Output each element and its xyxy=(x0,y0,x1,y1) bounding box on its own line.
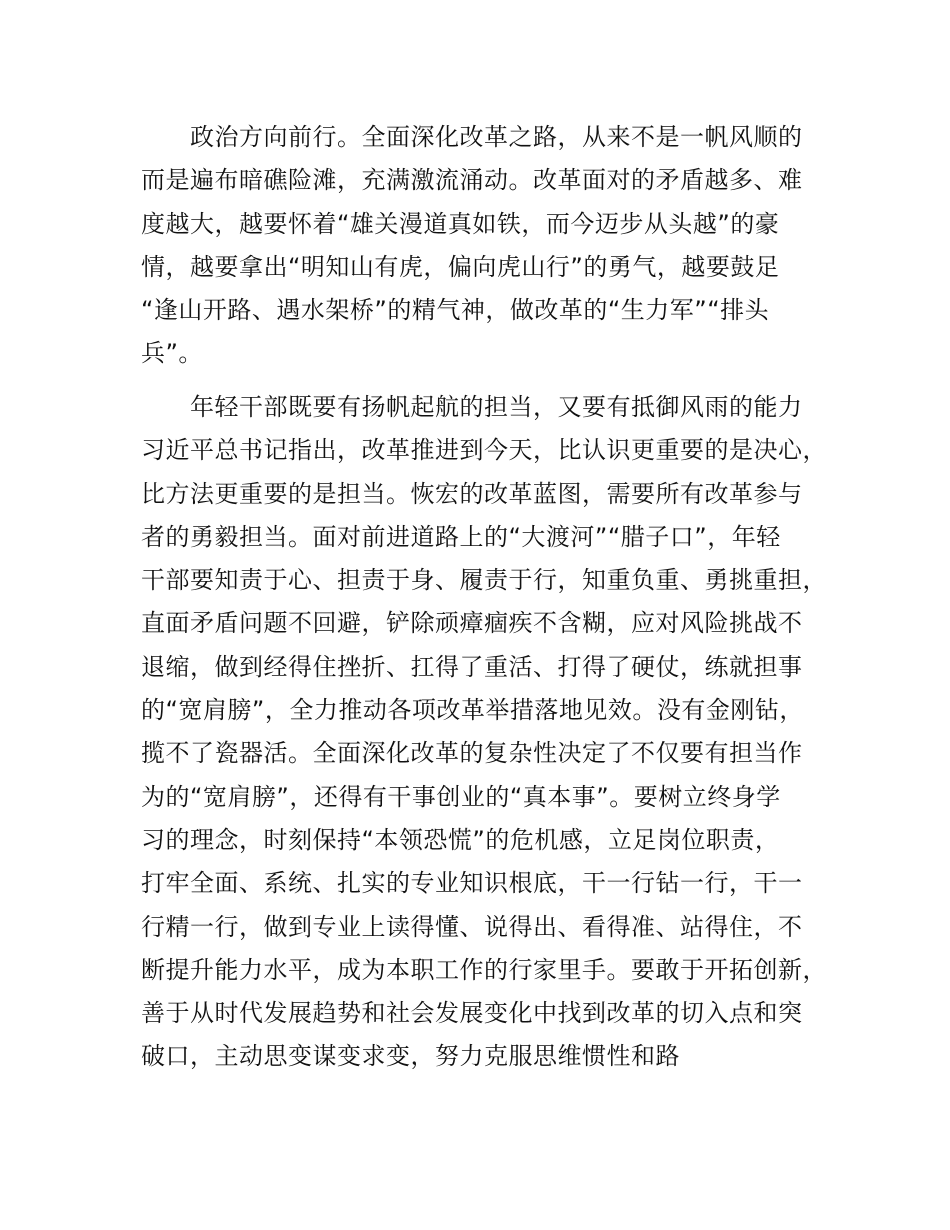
paragraph-line: 政治方向前行。全面深化改革之路，从来不是一帆风顺的 xyxy=(190,123,803,151)
paragraph-line: 比方法更重要的是担当。恢宏的改革蓝图，需要所有改革参与 xyxy=(141,479,803,508)
paragraph-line: 兵”。 xyxy=(141,339,203,368)
paragraph-1 xyxy=(141,116,841,376)
paragraph-line: 干部要知责于心、担责于身、履责于行，知重负重、勇挑重担， xyxy=(141,566,827,595)
paragraph-line: 打牢全面、系统、扎实的专业知识根底，干一行钻一行，干一 xyxy=(141,869,803,898)
paragraph-line: 年轻干部既要有扬帆起航的担当，又要有抵御风雨的能力 xyxy=(190,393,803,421)
paragraph-line: 直面矛盾问题不回避，铲除顽瘴痼疾不含糊，应对风险挑战不 xyxy=(141,609,803,638)
paragraph-line: 破口，主动思变谋变求变，努力克服思维惯性和路 xyxy=(141,1042,680,1071)
paragraph-line: 行精一行，做到专业上读得懂、说得出、看得准、站得住，不 xyxy=(141,912,803,941)
paragraph-line: 的“宽肩膀”，全力推动各项改革举措落地见效。没有金刚钻， xyxy=(141,696,804,725)
paragraph-line: 习近平总书记指出，改革推进到今天，比认识更重要的是决心， xyxy=(141,436,827,465)
paragraph-line: 习的理念，时刻保持“本领恐慌”的危机感，立足岗位职责， xyxy=(141,825,780,854)
paragraph-line: 为的“宽肩膀”，还得有干事创业的“真本事”。要树立终身学 xyxy=(141,782,781,811)
paragraph-line: 揽不了瓷器活。全面深化改革的复杂性决定了不仅要有担当作 xyxy=(141,739,803,768)
paragraph-line: “逢山开路、遇水架桥”的精气神，做改革的“生力军”“排头 xyxy=(141,296,770,325)
paragraph-line: 情，越要拿出“明知山有虎，偏向虎山行”的勇气，越要鼓足 xyxy=(141,252,780,281)
paragraph-line: 而是遍布暗礁险滩，充满激流涌动。改革面对的矛盾越多、难 xyxy=(141,166,803,195)
paragraph-line: 退缩，做到经得住挫折、扛得了重活、打得了硬仗，练就担事 xyxy=(141,652,803,681)
paragraph-line: 者的勇毅担当。面对前进道路上的“大渡河”“腊子口”，年轻 xyxy=(141,522,781,551)
paragraph-line: 善于从时代发展趋势和社会发展变化中找到改革的切入点和突 xyxy=(141,999,803,1028)
paragraph-line: 断提升能力水平，成为本职工作的行家里手。要敢于开拓创新， xyxy=(141,955,827,984)
paragraph-line: 度越大，越要怀着“雄关漫道真如铁，而今迈步从头越”的豪 xyxy=(141,209,780,238)
paragraph-2 xyxy=(141,386,841,1079)
